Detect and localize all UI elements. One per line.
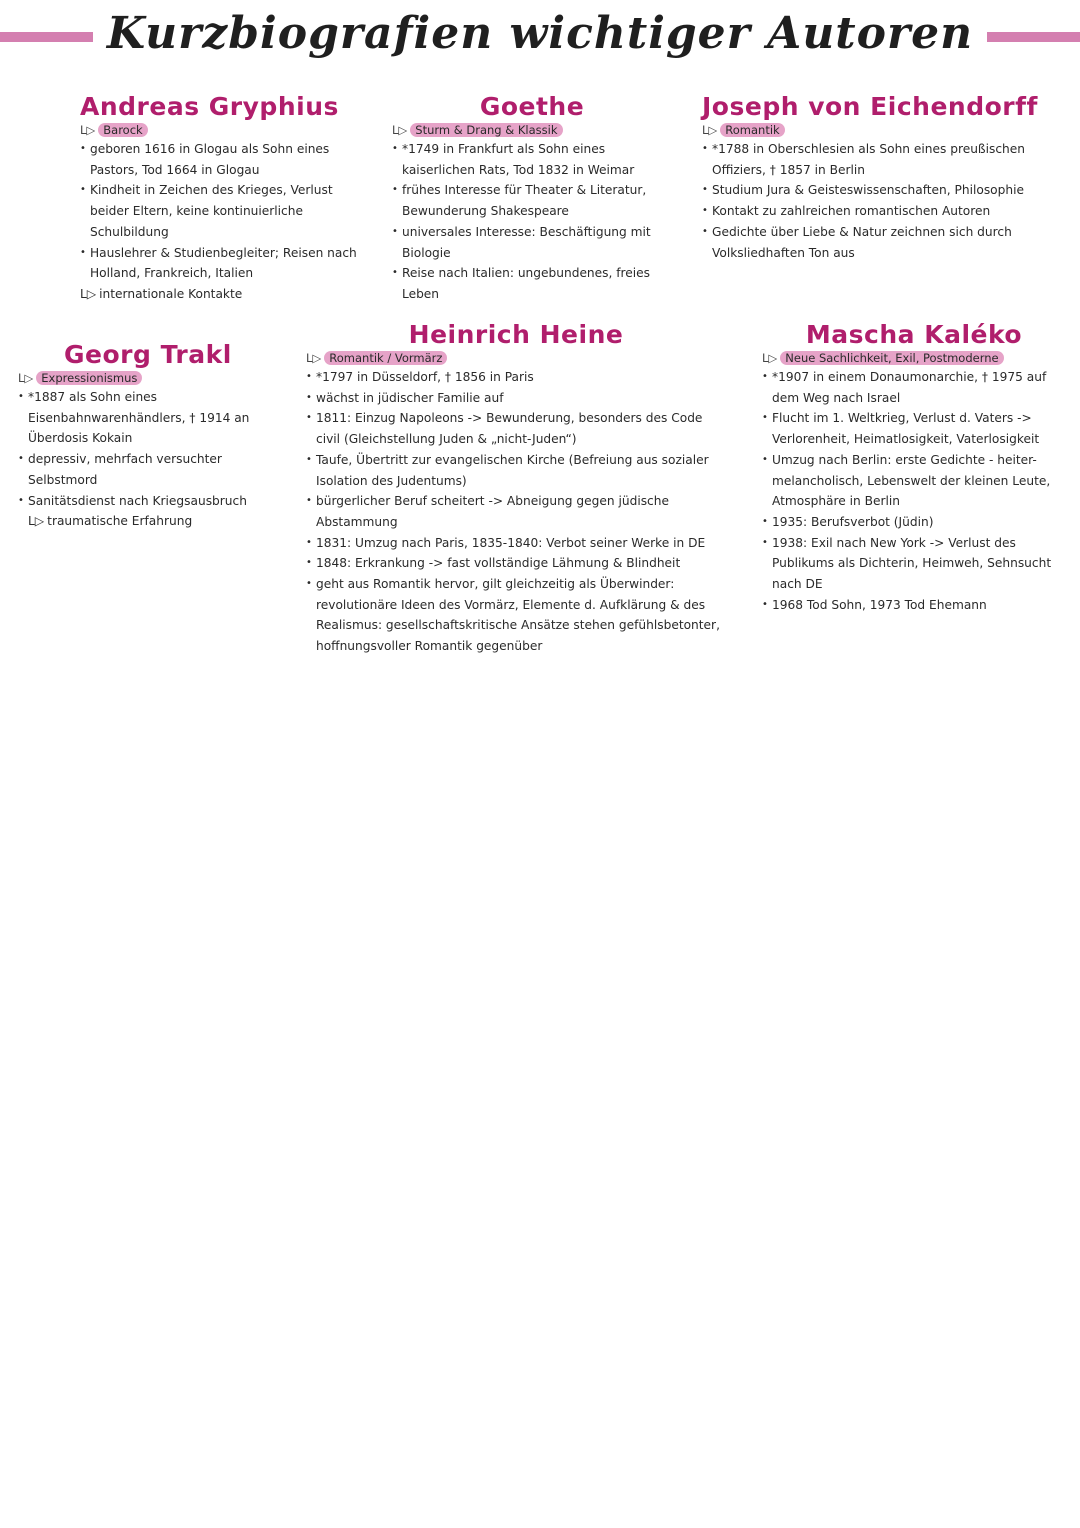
list-item: • universales Interesse: Beschäftigung mit Biologie [392, 222, 672, 263]
era-tag: L▷ Romantik [702, 123, 1064, 137]
list-item: • *1749 in Frankfurt als Sohn eines kaiserlichen Rats, Tod 1832 in Weimar [392, 139, 672, 180]
fact-list [392, 139, 672, 305]
arrow-icon: L▷ [392, 123, 408, 137]
list-item: • Studium Jura & Geisteswissenschaften, Philosophie [702, 180, 1064, 201]
list-item: • 1831: Umzug nach Paris, 1835-1840: Verbot seiner Werke in DE [306, 533, 726, 554]
sub-note: L▷ traumatische Erfahrung [28, 514, 193, 529]
list-item: • Hauslehrer & Studienbegleiter; Reisen nach Holland, Frankreich, Italien [80, 243, 360, 284]
bio-heine [306, 320, 726, 657]
list-item: • wächst in jüdischer Familie auf [306, 388, 726, 409]
list-item: • 1811: Einzug Napoleons -> Bewunderung, besonders des Code civil (Gleichstellung Juden & „nicht-Juden“) [306, 408, 726, 449]
arrow-icon: L▷ [306, 351, 322, 365]
list-item: • Kontakt zu zahlreichen romantischen Autoren [702, 201, 1064, 222]
page-title: Kurzbiografien wichtiger Autoren [0, 8, 1080, 59]
list-item: • Sanitätsdienst nach Kriegsausbruch [18, 491, 290, 512]
arrow-icon: L▷ [18, 371, 34, 385]
list-item: • geht aus Romantik hervor, gilt gleichzeitig als Überwinder: revolutionäre Ideen des Vormärz, Elemente d. Aufklärung & des Realismus: gesellschaftskritische Ansätze stehen gefühlsbetonter, hoffnungsvoller Romantik gegenüber [306, 574, 726, 657]
list-item: • Gedichte über Liebe & Natur zeichnen sich durch Volksliedhaften Ton aus [702, 222, 1064, 263]
list-item: • geboren 1616 in Glogau als Sohn eines Pastors, Tod 1664 in Glogau [80, 139, 360, 180]
era-tag: L▷ Expressionismus [18, 371, 290, 385]
list-item: • 1935: Berufsverbot (Jüdin) [762, 512, 1066, 533]
author-name: Andreas Gryphius [80, 92, 339, 121]
list-item: • Flucht im 1. Weltkrieg, Verlust d. Vaters -> Verlorenheit, Heimatlosigkeit, Vaterlosigkeit [762, 408, 1066, 449]
arrow-icon: L▷ [80, 123, 96, 137]
bio-goethe [392, 92, 672, 305]
fact-list [702, 139, 1064, 263]
arrow-icon: L▷ [28, 514, 45, 529]
list-item: • Umzug nach Berlin: erste Gedichte - heiter-melancholisch, Lebenswelt der kleinen Leute, Atmosphäre in Berlin [762, 450, 1066, 512]
fact-list [762, 367, 1066, 615]
fact-list [18, 387, 290, 532]
arrow-icon: L▷ [762, 351, 778, 365]
era-tag: L▷ Sturm & Drang & Klassik [392, 123, 672, 137]
list-item: • 1848: Erkrankung -> fast vollständige Lähmung & Blindheit [306, 553, 726, 574]
list-item: • frühes Interesse für Theater & Literatur, Bewunderung Shakespeare [392, 180, 672, 221]
author-name: Mascha Kaléko [805, 320, 1023, 349]
author-name: Joseph von Eichendorff [702, 92, 1038, 121]
list-item: • *1797 in Düsseldorf, † 1856 in Paris [306, 367, 726, 388]
list-item: • bürgerlicher Beruf scheitert -> Abneigung gegen jüdische Abstammung [306, 491, 726, 532]
list-item: • 1938: Exil nach New York -> Verlust des Publikums als Dichterin, Heimweh, Sehnsucht nach DE [762, 533, 1066, 595]
bio-trakl [18, 340, 290, 532]
list-item: • Kindheit in Zeichen des Krieges, Verlust beider Eltern, keine kontinuierliche Schulbildung [80, 180, 360, 242]
arrow-icon: L▷ [80, 286, 97, 301]
list-item: • Taufe, Übertritt zur evangelischen Kirche (Befreiung aus sozialer Isolation des Judentums) [306, 450, 726, 491]
author-name: Georg Trakl [64, 340, 232, 369]
list-item: • depressiv, mehrfach versuchter Selbstmord [18, 449, 290, 490]
fact-list [80, 139, 360, 305]
fact-list [306, 367, 726, 657]
era-tag: L▷ Romantik / Vormärz [306, 351, 726, 365]
era-tag: L▷ Barock [80, 123, 360, 137]
list-item: • 1968 Tod Sohn, 1973 Tod Ehemann [762, 595, 1066, 616]
author-name: Heinrich Heine [408, 320, 624, 349]
arrow-icon: L▷ [702, 123, 718, 137]
list-item: • Reise nach Italien: ungebundenes, freies Leben [392, 263, 672, 304]
sub-note: L▷ internationale Kontakte [80, 286, 243, 301]
list-item: • *1887 als Sohn eines Eisenbahnwarenhändlers, † 1914 an Überdosis Kokain [18, 387, 290, 449]
bio-gryphius [80, 92, 360, 305]
list-item: • *1788 in Oberschlesien als Sohn eines preußischen Offiziers, † 1857 in Berlin [702, 139, 1064, 180]
bio-eichendorff [702, 92, 1064, 263]
era-tag: L▷ Neue Sachlichkeit, Exil, Postmoderne [762, 351, 1066, 365]
bio-kaleko [762, 320, 1066, 615]
author-name: Goethe [479, 92, 585, 121]
list-item: • *1907 in einem Donaumonarchie, † 1975 auf dem Weg nach Israel [762, 367, 1066, 408]
